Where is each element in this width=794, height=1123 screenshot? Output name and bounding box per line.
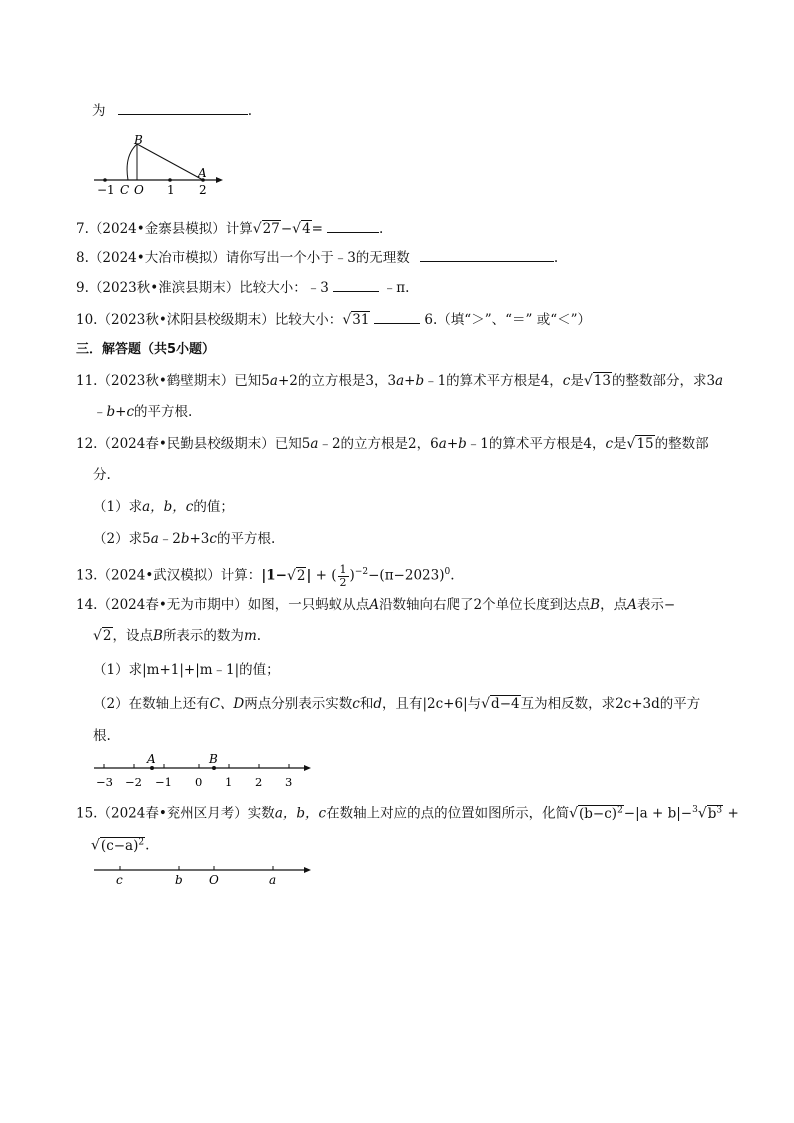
exponent: 2 — [617, 805, 623, 815]
q9-rhs: ﹣π. — [382, 280, 410, 296]
var-c: c — [562, 373, 571, 389]
plus: + — [446, 436, 459, 452]
q15-text: 在数轴上对应的点的位置如图所示，化简 — [326, 805, 570, 822]
radicand: b — [707, 805, 717, 822]
sqrt-2: √2 — [93, 628, 112, 644]
question-15-line-1 — [76, 800, 739, 824]
q12-text: 的整数部 — [654, 436, 709, 452]
fraction-one-half — [338, 564, 349, 589]
tick-label: −1 — [155, 775, 172, 789]
figure-14-number-line — [92, 752, 322, 792]
label-B: B — [134, 133, 143, 147]
part-text: 和 — [359, 696, 374, 712]
point-A: A — [369, 597, 380, 613]
q12-text: 是 — [613, 436, 627, 452]
vars: a，b，c — [274, 805, 327, 822]
q7-end: . — [378, 221, 384, 237]
var-b: b — [415, 373, 425, 389]
q14-number: 14. — [76, 597, 98, 613]
root-index: 3 — [692, 805, 698, 815]
q15-number: 15. — [76, 805, 98, 822]
var-c: c — [126, 404, 135, 420]
part-text: 两点分别表示实数 — [244, 696, 353, 712]
question-14-line-1 — [76, 595, 675, 615]
radicand: d−4 — [491, 696, 520, 712]
point-one — [168, 178, 172, 182]
sqrt-31: √31 — [342, 312, 370, 328]
plus-paren: + ( — [311, 567, 337, 584]
point-B: B — [153, 628, 163, 644]
question-12-part-2 — [93, 529, 275, 549]
section-title: 三．解答题（共5小题） — [76, 342, 216, 357]
question-13: 13.（2024•武汉模拟）计算：|1−√2| + ( $\frac{1}{2}$ )$^{-2}-(\pi-2023)^0$. — [76, 562, 455, 589]
q14-text: ，设点 — [112, 628, 154, 644]
question-14-part-1: （1）求|m+1|+|m﹣1|的值； — [93, 662, 280, 678]
q11-text: 的整数部分，求3 — [611, 373, 716, 389]
question-10 — [76, 309, 591, 330]
hypotenuse — [137, 144, 203, 180]
part-text: （1）求 — [93, 499, 143, 515]
q11-text: +2的立方根是3，3 — [277, 373, 397, 389]
label-b: b — [175, 873, 183, 887]
part-text: +3 — [189, 531, 210, 547]
sqrt-b-minus-c-squared: $√(b-c)^2$ — [569, 805, 623, 822]
label-one: 1 — [167, 183, 175, 197]
point-minus-one — [103, 178, 107, 182]
q8-text: （2024•大冶市模拟）请你写出一个小于﹣3的无理数 — [88, 250, 410, 266]
q9-number: 9. — [76, 280, 89, 296]
question-14-line-2 — [93, 626, 261, 646]
q10-tail: 6.（填“＞”、“＝” 或“＜”） — [424, 312, 592, 328]
tick-label: 2 — [255, 775, 263, 789]
axis-arrow — [304, 765, 311, 771]
q10-text: （2023秋•沭阳县校级期末）比较大小： — [97, 312, 343, 328]
question-7 — [76, 218, 383, 239]
sqrt-27: √27 — [252, 221, 280, 237]
label-two: 2 — [199, 183, 207, 197]
question-15-line-2 — [91, 832, 149, 856]
axis-arrow — [216, 177, 223, 183]
answer-blank[interactable] — [333, 277, 379, 292]
answer-blank[interactable] — [118, 100, 248, 115]
cube-root-b-cubed: $^3√b^3$ — [692, 805, 723, 822]
q12-text: ﹣2的立方根是2，6 — [318, 436, 439, 452]
numerator: 1 — [339, 562, 347, 576]
question-12-line-2: 分. — [93, 467, 111, 483]
q6-text: 为 — [92, 103, 106, 119]
q14-text: 所表示的数为 — [162, 628, 244, 644]
answer-blank[interactable] — [327, 218, 379, 233]
var-a: a — [150, 531, 159, 547]
points-C-D: C、D — [209, 696, 245, 712]
question-12-part-1 — [93, 497, 234, 517]
exponent: 0 — [444, 567, 451, 577]
exponent: 3 — [716, 805, 723, 815]
q10-number: 10. — [76, 312, 98, 328]
sqrt-2: √2 — [286, 567, 306, 584]
radicand: (c−a) — [100, 837, 139, 854]
plus: + — [115, 404, 127, 420]
radicand: 4 — [302, 221, 311, 237]
var-c: c — [605, 436, 614, 452]
plus: + — [404, 373, 416, 389]
sqrt-c-minus-a-squared: $√(c-a)^2$ — [91, 837, 145, 854]
q12-number: 12. — [76, 436, 98, 452]
q11-text: （2023秋•鹤壁期末）已知5 — [97, 373, 270, 389]
figure-15-number-line — [92, 860, 322, 890]
var-m: m — [243, 628, 257, 644]
answer-blank[interactable] — [374, 309, 420, 324]
question-8 — [76, 247, 558, 268]
q8-number: 8. — [76, 250, 89, 266]
answer-blank[interactable] — [420, 247, 554, 262]
q8-end: . — [553, 250, 559, 266]
var-a: a — [269, 373, 278, 389]
tick-label: 3 — [285, 775, 293, 789]
radicand: (b−c) — [579, 805, 618, 822]
part-text: （2）在数轴上还有 — [93, 696, 210, 712]
point-B-dot — [212, 766, 216, 770]
vars: a，b，c — [142, 499, 194, 515]
q15-end: . — [145, 837, 150, 854]
label-A: A — [147, 752, 156, 766]
part-text: （2）求5 — [93, 531, 151, 547]
point-A-dot — [150, 766, 154, 770]
label-B: B — [209, 752, 218, 766]
q6-end: . — [247, 103, 253, 119]
q15-text: （2024春•兖州区月考）实数 — [97, 805, 275, 822]
figure-6-number-line — [90, 130, 230, 200]
minus: − — [280, 221, 293, 237]
q12-text: （2024春•民勤县校级期末）已知5 — [97, 436, 311, 452]
var-d: d — [373, 696, 382, 712]
var-c: c — [209, 531, 217, 547]
var-a: a — [438, 436, 447, 452]
q13-end: . — [450, 567, 455, 584]
denominator: 2 — [339, 575, 347, 589]
q11-number: 11. — [76, 373, 98, 389]
question-11-line-2 — [93, 402, 192, 422]
q13-text: （2024•武汉模拟）计算： — [97, 567, 262, 584]
part-text: ﹣2 — [158, 531, 181, 547]
sqrt-15: √15 — [626, 436, 654, 452]
tick-label: −2 — [125, 775, 142, 789]
question-14-part-2-end: 根. — [93, 728, 111, 744]
sqrt-d-minus-4: √d−4 — [481, 696, 520, 712]
var-a: a — [310, 436, 319, 452]
label-C: C — [120, 183, 130, 197]
equals: = — [311, 221, 323, 237]
label-O: O — [134, 183, 144, 197]
question-14-part-2 — [93, 694, 700, 714]
radicand: 31 — [352, 312, 370, 328]
tick-label: 0 — [195, 775, 203, 789]
sqrt-4: √4 — [292, 221, 311, 237]
axis-arrow — [304, 867, 311, 873]
part-text: 的平方根. — [216, 531, 276, 547]
q7-text: （2024•金寨县模拟）计算 — [88, 221, 253, 237]
var-b: b — [106, 404, 116, 420]
q14-text: （2024春•无为市期中）如图，一只蚂蚁从点 — [97, 597, 370, 613]
q14-text: 表示− — [636, 597, 676, 613]
label-c: c — [116, 873, 123, 887]
q14-text: . — [256, 628, 262, 644]
radicand: 27 — [262, 221, 280, 237]
plus: + — [723, 805, 739, 822]
arc — [127, 144, 137, 180]
var-b: b — [180, 531, 190, 547]
exponent: 2 — [138, 837, 145, 847]
point-B: B — [590, 597, 601, 613]
point-A: A — [627, 597, 637, 613]
question-11-line-1 — [76, 371, 723, 391]
q15-mid: −|a + b|− — [623, 805, 693, 822]
q13-number: 13. — [76, 567, 98, 584]
q7-number: 7. — [76, 221, 89, 237]
label-O: O — [209, 873, 219, 887]
q11-text: ﹣1的算术平方根是4， — [424, 373, 563, 389]
part-text: 互为相反数，求2c+3d的平方 — [520, 696, 701, 712]
q13-tail: −(π−2023) — [368, 567, 445, 584]
q6-tail — [92, 100, 252, 121]
exponent: −2 — [354, 567, 369, 577]
q12-text: ﹣1的算术平方根是4， — [466, 436, 606, 452]
tick-label: −3 — [96, 775, 113, 789]
q11-text: 的平方根. — [134, 404, 193, 420]
radicand: 2 — [296, 567, 306, 584]
q14-text: 沿数轴向右爬了2个单位长度到达点 — [379, 597, 591, 613]
var-c: c — [352, 696, 360, 712]
label-A: A — [198, 166, 207, 180]
label-minus-one: −1 — [97, 183, 115, 197]
part-text: ，且有|2c+6|与 — [381, 696, 482, 712]
abs-open: |1− — [261, 567, 287, 584]
var-b: b — [458, 436, 467, 452]
question-9 — [76, 277, 409, 298]
radicand: 2 — [102, 628, 112, 644]
label-a: a — [269, 873, 277, 887]
var-a: a — [715, 373, 724, 389]
q9-text: （2023秋•淮滨县期末）比较大小：﹣3 — [88, 280, 329, 296]
tick-label: 1 — [225, 775, 233, 789]
var-a: a — [396, 373, 405, 389]
q11-text: 是 — [570, 373, 584, 389]
radicand: 13 — [593, 373, 611, 389]
minus: ﹣ — [93, 404, 107, 420]
sqrt-13: √13 — [583, 373, 611, 389]
q14-text: ，点 — [600, 597, 628, 613]
abs-close: | — [306, 567, 312, 584]
radicand: 15 — [636, 436, 654, 452]
part-text: 的值； — [193, 499, 234, 515]
question-12-line-1 — [76, 434, 709, 454]
